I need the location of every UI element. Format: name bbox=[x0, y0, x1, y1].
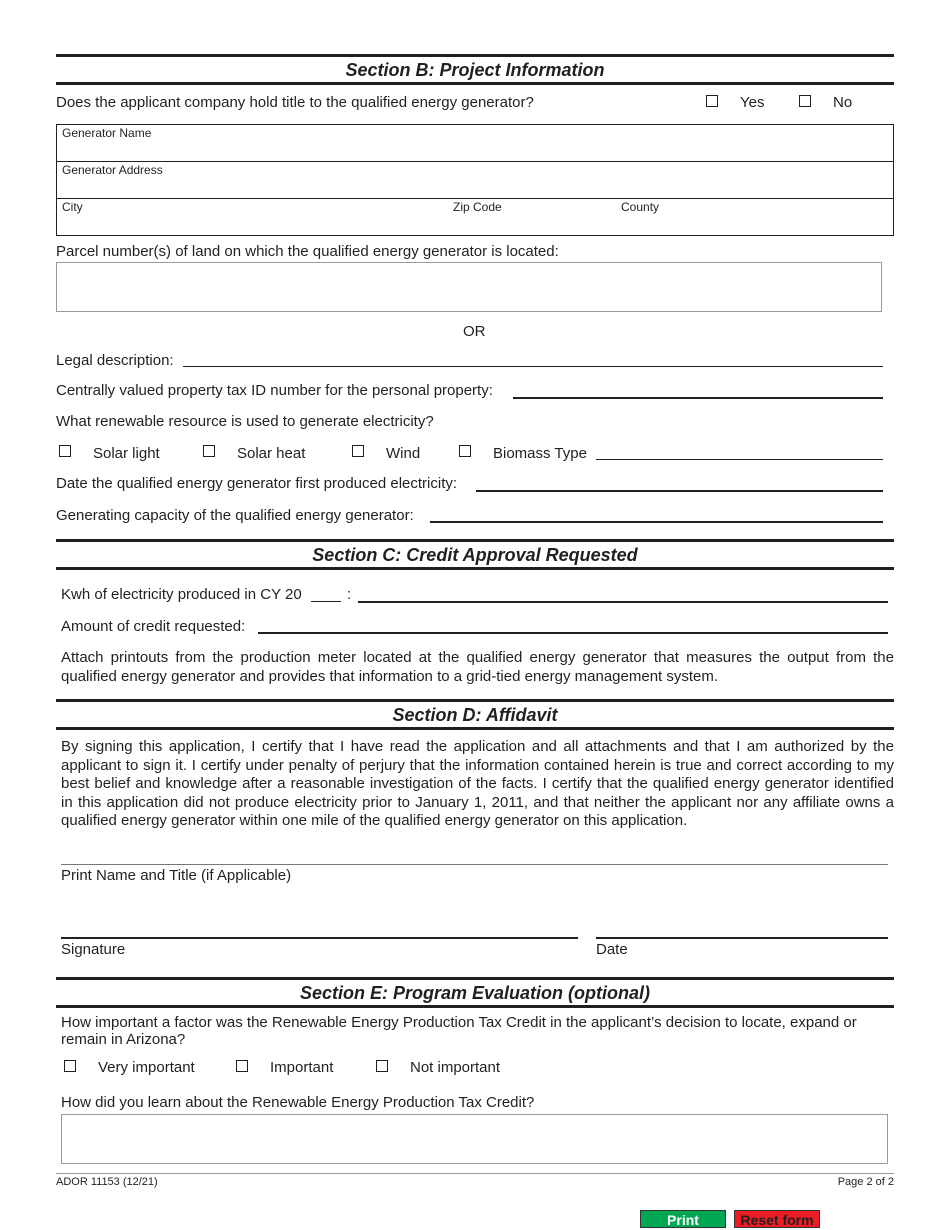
city-field[interactable] bbox=[57, 214, 447, 234]
section-d-top-rule bbox=[56, 699, 894, 702]
section-b-bottom-rule bbox=[56, 82, 894, 85]
section-b-title: Section B: Project Information bbox=[345, 60, 605, 80]
not-important-checkbox[interactable] bbox=[376, 1060, 388, 1072]
generator-name-field[interactable] bbox=[57, 140, 893, 160]
central-tax-id-field[interactable] bbox=[513, 397, 883, 399]
section-e-bottom-rule bbox=[56, 1005, 894, 1008]
section-e-top-rule bbox=[56, 977, 894, 980]
kwh-year-field[interactable] bbox=[311, 601, 341, 602]
parcel-label: Parcel number(s) of land on which the qualified energy generator is located: bbox=[56, 243, 559, 260]
title-yes-label: Yes bbox=[740, 94, 765, 111]
kwh-field[interactable] bbox=[358, 601, 888, 603]
solar-light-checkbox[interactable] bbox=[59, 445, 71, 457]
title-no-checkbox[interactable] bbox=[799, 95, 811, 107]
section-c-top-rule bbox=[56, 539, 894, 542]
generating-capacity-field[interactable] bbox=[430, 521, 883, 523]
print-name-label: Print Name and Title (if Applicable) bbox=[61, 867, 292, 884]
generator-divider-2 bbox=[57, 198, 893, 199]
solar-heat-checkbox[interactable] bbox=[203, 445, 215, 457]
parcel-field[interactable] bbox=[56, 262, 882, 312]
zip-label: Zip Code bbox=[453, 200, 502, 214]
section-d-bottom-rule bbox=[56, 727, 894, 730]
form-id: ADOR 11153 (12/21) bbox=[56, 1176, 158, 1188]
generating-capacity-label: Generating capacity of the qualified energy generator: bbox=[56, 507, 414, 524]
section-b-top-rule bbox=[56, 54, 894, 57]
important-checkbox[interactable] bbox=[236, 1060, 248, 1072]
learn-answer-field[interactable] bbox=[61, 1114, 888, 1164]
first-produced-date-field[interactable] bbox=[476, 490, 883, 492]
section-c-title: Section C: Credit Approval Requested bbox=[312, 545, 638, 565]
section-e-title: Section E: Program Evaluation (optional) bbox=[299, 983, 651, 1003]
important-label: Important bbox=[270, 1059, 334, 1076]
biomass-type-label: Biomass Type bbox=[493, 445, 587, 462]
very-important-label: Very important bbox=[98, 1059, 195, 1076]
solar-light-label: Solar light bbox=[93, 445, 160, 462]
county-field[interactable] bbox=[618, 214, 892, 234]
signature-date-field[interactable] bbox=[596, 937, 888, 939]
resource-question: What renewable resource is used to generate electricity? bbox=[56, 413, 434, 430]
affidavit-text: By signing this application, I certify that I have read the application and all attachments and that I am authorized by the applicant to sign it. I certify under penalty of perjury that the information contained herein is true and correct according to my best belief and knowledge after a reasonable investigation of the facts. I certify that the qualified energy generator identified in this application did not produce electricity prior to January 1, 2011, and that neither the applicant nor any affiliate owns a qualified energy generator within one mile of the qualified energy generator on this application. bbox=[61, 738, 894, 830]
print-button[interactable]: Print bbox=[640, 1210, 726, 1228]
wind-checkbox[interactable] bbox=[352, 445, 364, 457]
section-c-bottom-rule bbox=[56, 567, 894, 570]
solar-heat-label: Solar heat bbox=[237, 445, 306, 462]
title-question: Does the applicant company hold title to the qualified energy generator? bbox=[56, 94, 534, 111]
not-important-label: Not important bbox=[410, 1059, 501, 1076]
credit-amount-field[interactable] bbox=[258, 632, 888, 634]
generator-divider-1 bbox=[57, 161, 893, 162]
footer-rule bbox=[56, 1173, 894, 1174]
wind-label: Wind bbox=[386, 445, 421, 462]
learn-question: How did you learn about the Renewable Energy Production Tax Credit? bbox=[61, 1094, 535, 1111]
signature-field[interactable] bbox=[61, 937, 578, 939]
biomass-checkbox[interactable] bbox=[459, 445, 471, 457]
legal-description-field[interactable] bbox=[183, 366, 883, 367]
kwh-label: Kwh of electricity produced in CY 20 bbox=[61, 586, 302, 603]
signature-date-label: Date bbox=[596, 941, 628, 958]
zip-field[interactable] bbox=[450, 214, 615, 234]
title-no-label: No bbox=[833, 94, 853, 111]
very-important-checkbox[interactable] bbox=[64, 1060, 76, 1072]
kwh-colon: : bbox=[347, 586, 352, 603]
attach-instructions: Attach printouts from the production meter located at the qualified energy generator that measures the output from the qualified energy generator and provides that information to a grid-tied energy management system. bbox=[61, 649, 894, 685]
title-yes-checkbox[interactable] bbox=[706, 95, 718, 107]
generator-address-field[interactable] bbox=[57, 177, 893, 197]
print-name-field[interactable] bbox=[61, 864, 888, 865]
importance-question: How important a factor was the Renewable Energy Production Tax Credit in the applicant’s decision to locate, expand or remain in Arizona? bbox=[61, 1014, 857, 1048]
generator-name-label: Generator Name bbox=[62, 126, 152, 140]
section-d-title: Section D: Affidavit bbox=[392, 705, 558, 725]
or-label: OR bbox=[463, 323, 486, 340]
page-number: Page 2 of 2 bbox=[837, 1176, 894, 1188]
county-label: County bbox=[621, 200, 660, 214]
signature-label: Signature bbox=[61, 941, 126, 958]
biomass-type-field[interactable] bbox=[596, 459, 883, 460]
legal-description-label: Legal description: bbox=[56, 352, 174, 369]
city-label: City bbox=[62, 200, 83, 214]
generator-address-label: Generator Address bbox=[62, 163, 163, 177]
reset-form-button[interactable]: Reset form bbox=[734, 1210, 820, 1228]
first-produced-date-label: Date the qualified energy generator first produced electricity: bbox=[56, 475, 458, 492]
credit-amount-label: Amount of credit requested: bbox=[61, 618, 246, 635]
central-tax-id-label: Centrally valued property tax ID number for the personal property: bbox=[56, 382, 493, 399]
